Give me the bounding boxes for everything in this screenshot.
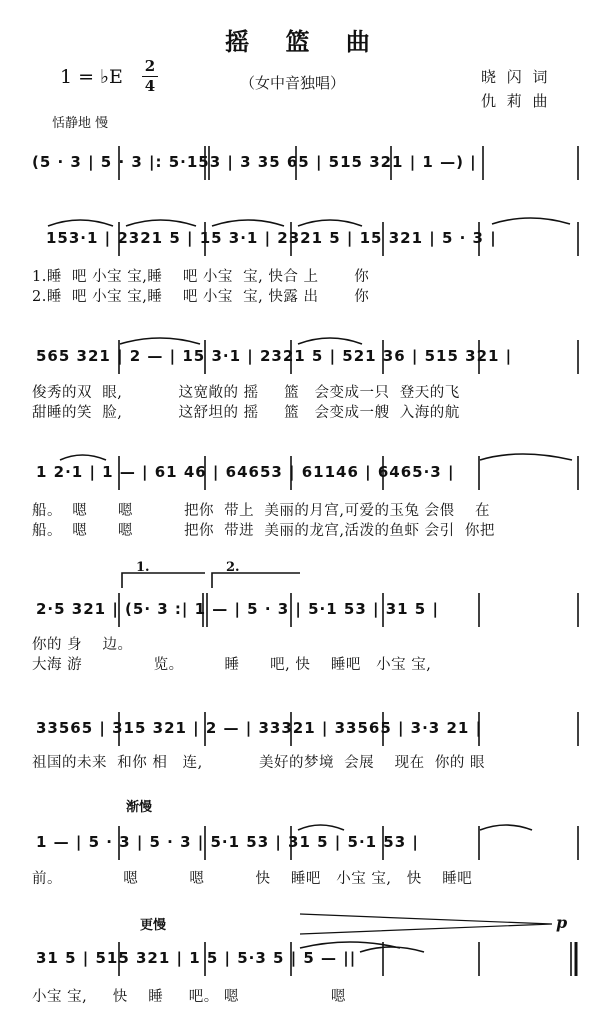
lyrics-row-6: 祖国的未来 和你 相 连, 美好的梦境 会展 现在 你的 眼 <box>32 755 485 771</box>
lyrics-row-5-verse-1: 你的 身 边。 <box>32 637 133 653</box>
dynamic-piano: p <box>556 913 568 932</box>
lyrics-row-3-verse-1: 俊秀的双 眼, 这宽敞的 摇 篮 会变成一只 登天的飞 <box>32 385 460 401</box>
notation-row-6: 33565 | 315 321 | 2 — | 33321 | 33565 | 3·3 21 | <box>36 719 483 737</box>
ritardando-marking: 渐慢 <box>126 800 153 815</box>
time-signature-bottom: 4 <box>144 77 156 95</box>
lyrics-row-4-verse-1: 船。 嗯 嗯 把你 带上 美丽的月宫,可爱的玉兔 会偎 在 <box>32 503 491 519</box>
song-title: 摇 篮 曲 <box>225 27 384 56</box>
time-signature-top: 2 <box>144 57 156 75</box>
lyrics-row-2-verse-2: 2.睡 吧 小宝 宝,睡 吧 小宝 宝, 快露 出 你 <box>32 289 370 305</box>
lyrics-row-8: 小宝 宝, 快 睡 吧。 嗯 嗯 <box>32 989 346 1005</box>
lyrics-row-2-verse-1: 1.睡 吧 小宝 宝,睡 吧 小宝 宝, 快合 上 你 <box>32 269 370 285</box>
slower-marking: 更慢 <box>140 918 167 933</box>
tempo-marking: 恬静地 慢 <box>52 116 109 131</box>
composer-credit: 仇 莉 曲 <box>481 92 551 110</box>
lyrics-row-4-verse-2: 船。 嗯 嗯 把你 带进 美丽的龙宫,活泼的鱼虾 会引 你把 <box>32 523 495 539</box>
lyrics-row-5-verse-2: 大海 游 览。 睡 吧, 快 睡吧 小宝 宝, <box>32 657 432 673</box>
lyrics-row-3-verse-2: 甜睡的笑 脸, 这舒坦的 摇 篮 会变成一艘 入海的航 <box>32 405 460 421</box>
notation-row-7: 1 — | 5 · 3 | 5 · 3 | 5·1 53 | 31 5 | 5·1 53 | <box>36 833 419 851</box>
key-signature: 1 = ♭E <box>60 66 123 88</box>
notation-row-2: 153·1 | 2321 5 | 15 3·1 | 2321 5 | 15 321 | 5 · 3 | <box>46 229 497 247</box>
notation-row-8: 31 5 | 515 321 | 1 5 | 5·3 5 | 5 — || <box>36 949 357 967</box>
voice-designation: （女中音独唱） <box>240 74 346 92</box>
volta-2: 2. <box>226 560 240 575</box>
notation-row-5: 2·5 321 | (5· 3 :| 1 — | 5 · 3 | 5·1 53 | 31 5 | <box>36 600 439 618</box>
volta-1: 1. <box>136 560 150 575</box>
lyrics-row-7: 前。 嗯 嗯 快 睡吧 小宝 宝, 快 睡吧 <box>32 871 473 887</box>
notation-row-1: (5 · 3 | 5 · 3 |: 5·153 | 3 35 65 | 515 321 | 1 —) | <box>32 153 477 171</box>
lyricist-credit: 晓 闪 词 <box>481 68 551 86</box>
notation-row-3: 565 321 | 2 — | 15 3·1 | 2321 5 | 521 36 | 515 321 | <box>36 347 513 365</box>
notation-row-4: 1 2·1 | 1 — | 61 46 | 64653 | 61146 | 6465·3 | <box>36 463 455 481</box>
